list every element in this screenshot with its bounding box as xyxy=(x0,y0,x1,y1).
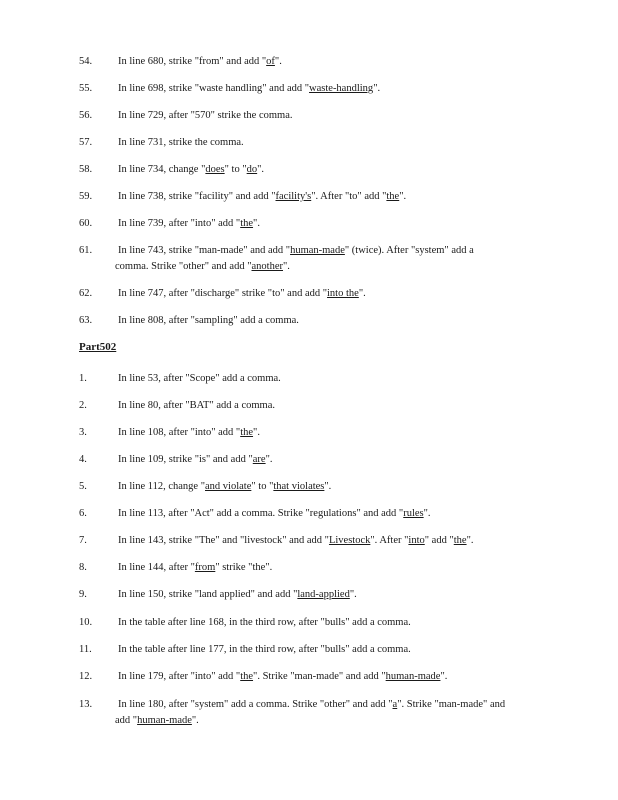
inserted-text: Livestock xyxy=(328,535,371,546)
item-text xyxy=(118,561,272,575)
text-segment: In line 143, strike "The" and "livestock" and add " xyxy=(118,535,329,546)
item-number: 3. xyxy=(79,427,87,438)
item-text xyxy=(118,372,281,386)
item-text xyxy=(118,670,447,684)
item-text xyxy=(118,616,411,630)
item-number: 4. xyxy=(79,454,87,465)
item-text xyxy=(118,314,299,328)
text-segment: " to " xyxy=(224,164,247,175)
text-segment: In line 179, after "into" add " xyxy=(118,671,241,682)
text-segment: In line 80, after "BAT" add a comma. xyxy=(118,400,275,411)
text-segment: ". xyxy=(423,508,431,519)
item-number: 63. xyxy=(79,315,93,326)
text-segment: In line 739, after "into" add " xyxy=(118,218,241,229)
text-segment: ". xyxy=(373,83,381,94)
item-number: 57. xyxy=(79,137,93,148)
text-segment: In line 729, after "570" strike the comma. xyxy=(118,110,293,121)
inserted-text: the xyxy=(453,535,467,546)
item-number: 12. xyxy=(79,671,93,682)
item-number: 60. xyxy=(79,218,93,229)
text-segment: " strike "the". xyxy=(215,562,273,573)
text-segment: ". xyxy=(358,288,366,299)
inserted-text: a xyxy=(392,699,398,710)
inserted-text: does xyxy=(205,164,225,175)
text-segment: ". xyxy=(191,715,199,726)
item-text xyxy=(118,244,474,258)
item-number: 1. xyxy=(79,373,87,384)
item-number: 2. xyxy=(79,400,87,411)
item-number: 11. xyxy=(79,644,92,655)
text-segment: In line 680, strike "from" and add " xyxy=(118,56,267,67)
inserted-text: human-made xyxy=(290,245,345,256)
text-segment: In the table after line 177, in the third row, after "bulls" add a comma. xyxy=(118,644,411,655)
item-text xyxy=(118,453,273,467)
item-number: 58. xyxy=(79,164,93,175)
item-text xyxy=(118,55,282,69)
item-text xyxy=(118,190,406,204)
inserted-text: that violates xyxy=(273,481,325,492)
inserted-text: do xyxy=(246,164,258,175)
text-segment: ". xyxy=(324,481,332,492)
inserted-text: land-applied xyxy=(297,589,350,600)
text-segment: ". xyxy=(274,56,282,67)
item-number: 8. xyxy=(79,562,87,573)
text-segment: In line 747, after "discharge" strike "to" and add " xyxy=(118,288,328,299)
text-segment: ". After "to" add " xyxy=(311,191,387,202)
item-text xyxy=(115,714,199,728)
text-segment: In line 731, strike the comma. xyxy=(118,137,244,148)
text-segment: In line 53, after "Scope" add a comma. xyxy=(118,373,281,384)
inserted-text: into the xyxy=(327,288,359,299)
inserted-text: are xyxy=(252,454,266,465)
text-segment: In the table after line 168, in the third row, after "bulls" add a comma. xyxy=(118,617,411,628)
text-segment: comma. Strike "other" and add " xyxy=(115,261,252,272)
item-text xyxy=(118,588,357,602)
item-number: 13. xyxy=(79,699,93,710)
inserted-text: rules xyxy=(403,508,424,519)
item-number: 55. xyxy=(79,83,93,94)
text-segment: " to " xyxy=(251,481,274,492)
item-text xyxy=(118,217,260,231)
text-segment: In line 698, strike "waste handling" and add " xyxy=(118,83,310,94)
item-text xyxy=(118,399,275,413)
text-segment: In line 108, after "into" add " xyxy=(118,427,241,438)
item-number: 9. xyxy=(79,589,87,600)
inserted-text: human-made xyxy=(385,671,441,682)
item-text xyxy=(118,109,292,123)
text-segment: ". xyxy=(283,261,290,272)
item-text xyxy=(118,698,505,712)
text-segment: ". Strike "man-made" and add " xyxy=(253,671,386,682)
inserted-text: human-made xyxy=(137,715,192,726)
text-segment: ". xyxy=(257,164,265,175)
text-segment: In line 150, strike "land applied" and add " xyxy=(118,589,298,600)
item-number: 62. xyxy=(79,288,93,299)
item-text xyxy=(118,82,380,96)
item-number: 56. xyxy=(79,110,93,121)
item-text xyxy=(118,163,264,177)
text-segment: In line 808, after "sampling" add a comma. xyxy=(118,315,299,326)
item-text xyxy=(118,136,244,150)
text-segment: In line 109, strike "is" and add " xyxy=(118,454,253,465)
item-number: 61. xyxy=(79,245,93,256)
section-heading: Part502 xyxy=(79,341,117,353)
inserted-text: and violate xyxy=(205,481,252,492)
text-segment: " (twice). After "system" add a xyxy=(344,245,474,256)
inserted-text: the xyxy=(386,191,400,202)
item-number: 6. xyxy=(79,508,87,519)
text-segment: add " xyxy=(115,715,138,726)
inserted-text: facility's xyxy=(275,191,312,202)
inserted-text: the xyxy=(240,218,254,229)
text-segment: In line 743, strike "man-made" and add " xyxy=(118,245,291,256)
text-segment: ". After " xyxy=(370,535,409,546)
text-segment: ". xyxy=(253,427,260,438)
text-segment: In line 144, after " xyxy=(118,562,195,573)
text-segment: In line 738, strike "facility" and add " xyxy=(118,191,276,202)
text-segment: ". xyxy=(399,191,407,202)
inserted-text: of xyxy=(266,56,275,67)
item-text xyxy=(118,287,366,301)
inserted-text: from xyxy=(194,562,216,573)
inserted-text: waste-handling xyxy=(309,83,374,94)
item-number: 54. xyxy=(79,56,93,67)
text-segment: In line 180, after "system" add a comma. Strike "other" and add " xyxy=(118,699,393,710)
item-text xyxy=(118,507,431,521)
text-segment: ". xyxy=(349,589,357,600)
text-segment: ". Strike "man-made" and xyxy=(397,699,506,710)
item-number: 5. xyxy=(79,481,87,492)
item-text xyxy=(115,260,290,274)
item-text xyxy=(118,426,260,440)
item-text xyxy=(118,480,331,494)
text-segment: ". xyxy=(466,535,474,546)
inserted-text: the xyxy=(240,671,254,682)
inserted-text: into xyxy=(408,535,425,546)
text-segment: ". xyxy=(253,218,260,229)
text-segment: In line 734, change " xyxy=(118,164,206,175)
text-segment: " add " xyxy=(424,535,454,546)
item-text xyxy=(118,534,473,548)
item-text xyxy=(118,643,411,657)
item-number: 59. xyxy=(79,191,93,202)
inserted-text: another xyxy=(251,261,283,272)
text-segment: In line 112, change " xyxy=(118,481,205,492)
text-segment: ". xyxy=(440,671,448,682)
text-segment: ". xyxy=(265,454,273,465)
inserted-text: the xyxy=(240,427,254,438)
item-number: 7. xyxy=(79,535,87,546)
text-segment: In line 113, after "Act" add a comma. Strike "regulations" and add " xyxy=(118,508,404,519)
item-number: 10. xyxy=(79,617,93,628)
